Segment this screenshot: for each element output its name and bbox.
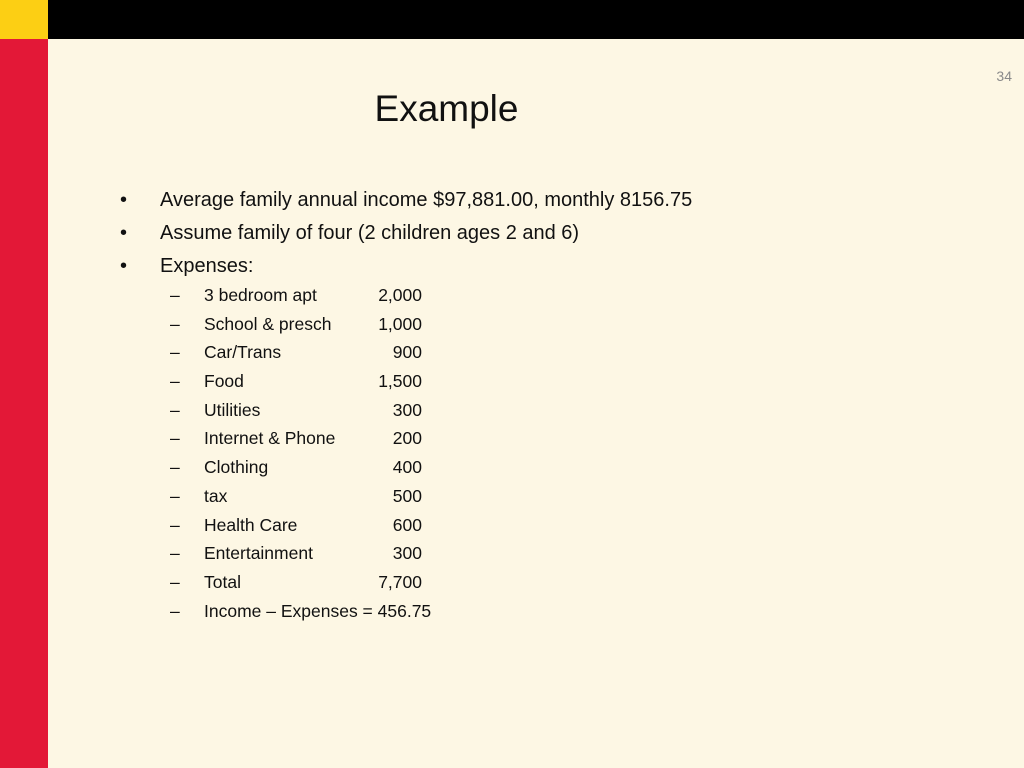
expense-total-amount: 7,700	[378, 571, 422, 592]
expense-label: School & presch	[204, 313, 332, 334]
side-accent-bar	[0, 39, 48, 768]
expense-label: Clothing	[204, 457, 269, 478]
dash-icon: –	[170, 342, 180, 363]
expense-label: Entertainment	[204, 543, 313, 564]
expense-label: Utilities	[204, 399, 261, 420]
expense-total-label: Total	[204, 571, 241, 592]
dash-icon: –	[170, 285, 180, 305]
bullet-dot-icon: •	[120, 189, 128, 211]
dash-icon: –	[170, 485, 180, 506]
dash-icon: –	[170, 313, 180, 334]
dash-icon: –	[170, 457, 180, 478]
dash-icon: –	[170, 600, 180, 621]
expense-amount: 200	[392, 428, 422, 449]
expense-label: tax	[204, 485, 228, 506]
expense-amount: 600	[392, 514, 422, 535]
bullet-text: Expenses:	[160, 255, 254, 277]
dash-icon: –	[170, 543, 180, 564]
expense-amount: 1,500	[378, 371, 422, 392]
dash-icon: –	[170, 514, 180, 535]
expense-label: Food	[204, 371, 244, 392]
expense-amount: 2,000	[378, 285, 422, 305]
expense-label: Health Care	[204, 514, 298, 535]
bullet-list	[118, 184, 692, 283]
slide-number: 34	[996, 68, 1012, 84]
dash-icon: –	[170, 399, 180, 420]
bullet-text: Assume family of four (2 children ages 2 and 6)	[160, 222, 580, 244]
expense-label: Car/Trans	[204, 342, 282, 363]
expense-amount: 400	[392, 457, 422, 478]
dash-icon: –	[170, 428, 180, 449]
bullet-item	[118, 250, 692, 283]
corner-accent	[0, 0, 48, 39]
expense-amount: 500	[392, 485, 422, 506]
income-minus-expenses: Income – Expenses = 456.75	[204, 600, 432, 621]
bullet-text: Average family annual income $97,881.00, monthly 8156.75	[160, 189, 693, 211]
bullet-item	[118, 184, 692, 217]
expense-amount: 300	[392, 543, 422, 564]
expense-label: 3 bedroom apt	[204, 285, 317, 305]
expense-amount: 900	[392, 342, 422, 363]
expense-amount: 300	[392, 399, 422, 420]
slide-title: Example	[374, 88, 519, 129]
bullet-dot-icon: •	[120, 255, 128, 277]
dash-icon: –	[170, 371, 180, 392]
dash-icon: –	[170, 571, 180, 592]
expense-amount: 1,000	[378, 313, 422, 334]
expense-label: Internet & Phone	[204, 428, 336, 449]
bullet-dot-icon: •	[120, 222, 128, 244]
top-bar	[0, 0, 1024, 39]
bullet-item	[118, 217, 692, 250]
